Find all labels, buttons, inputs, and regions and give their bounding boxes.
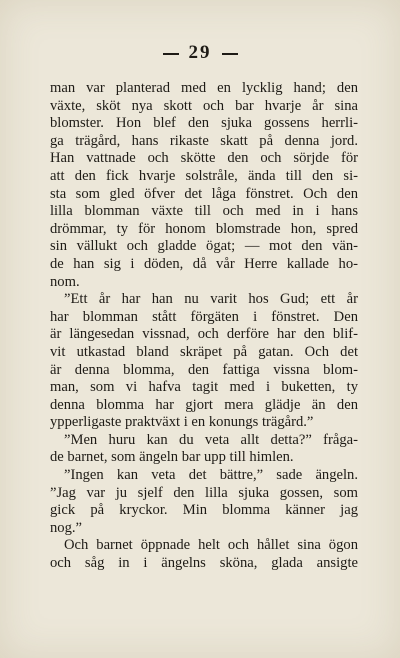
text-line: ga trägård, hans rikaste skatt på denna jord. [50,132,358,149]
right-dash [222,53,238,55]
text-line: de han sig i döden, då vår Herre kallade ho- [50,255,358,272]
text-line: ”Men huru kan du veta allt detta?” fråga- [64,431,358,448]
page-header [0,42,400,64]
text-line: blomster. Hon blef den sjuka gossens herrli- [50,115,358,132]
text-line: man, som vi hafva tagit med i buketten, ty [50,379,358,396]
text-line: gick på kryckor. Min blomma känner jag [50,502,358,519]
left-dash [163,53,179,55]
text-line: Och barnet öppnade helt och hållet sina ögon [64,537,358,554]
text-line: har blomman stått förgäten i fönstret. Den [50,308,358,325]
text-line: ”Ett år har han nu varit hos Gud; ett år [64,291,358,308]
text-line: vit utkastad bland skräpet på gatan. Och det [50,343,358,360]
text-line: nog.” [50,519,83,536]
text-line: är längesedan vissnad, och derföre har den blif- [50,326,358,343]
text-line: att den fick hvarje solstråle, ända till den si- [50,167,358,184]
body-text [50,80,358,573]
text-line: de barnet, som ängeln bar upp till himlen. [50,449,294,466]
text-line: ”Ingen kan veta det bättre,” sade ängeln. [64,467,358,484]
text-line: och såg in i ängelns sköna, glada ansigte [50,555,358,572]
text-line: ”Jag var ju sjelf den lilla sjuka gossen, som [50,484,358,501]
text-line: nom. [50,273,80,290]
text-line: lilla blomman växte till och med in i hans [50,203,358,220]
text-line: Han vattnade och skötte den och sörjde för [50,150,358,167]
page-number: 29 [188,42,212,63]
text-line: sta som gled öfver det låga fönstret. Och den [50,185,358,202]
text-line: denna blomma har gjort mera glädje än den [50,396,358,413]
text-line: är denna blomma, den fattiga vissna blom- [50,361,358,378]
text-line: ypperligaste praktväxt i en konungs trägård.” [50,414,314,431]
text-line: växte, sköt nya skott och bar hvarje år sina [50,97,358,114]
text-line: man var planterad med en lycklig hand; den [50,80,358,96]
text-line: drömmar, ty för honom blomstrade hon, spred [50,220,358,237]
text-line: sin vällukt och gladde ögat; — mot den vän- [50,238,358,255]
